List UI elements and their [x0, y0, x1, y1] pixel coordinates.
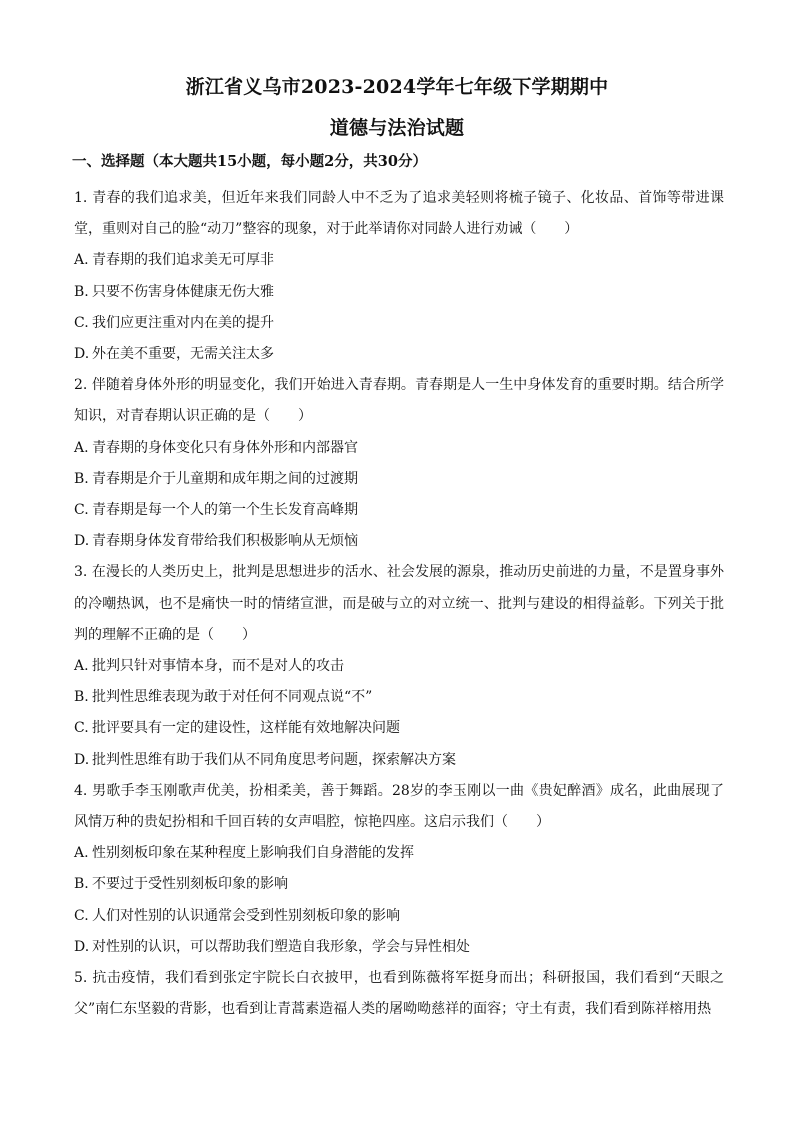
- option-c: [74, 308, 724, 339]
- option-letter: C.: [74, 502, 89, 519]
- option-text: 批判性思维表现为敢于对任何不同观点说“不”: [92, 689, 373, 706]
- question-stem: 4. 男歌手李玉刚歌声优美，扮相柔美，善于舞蹈。28岁的李玉刚以一曲《贵妃醉酒》成名，此曲展现了风情万种的贵妃扮相和千回百转的女声唱腔，惊艳四座。这启示我们（ ）: [74, 782, 724, 831]
- option-letter: C.: [74, 314, 89, 331]
- option-a: [74, 651, 724, 682]
- option-letter: B.: [74, 470, 89, 487]
- option-a: [74, 433, 724, 464]
- option-text: 青春期是介于儿童期和成年期之间的过渡期: [92, 470, 358, 487]
- option-letter: B.: [74, 876, 89, 893]
- option-text: 不要过于受性别刻板印象的影响: [92, 876, 288, 893]
- question-1: [74, 183, 724, 370]
- exam-title: 浙江省义乌市2023-2024学年七年级下学期期中: [185, 76, 609, 98]
- option-b: [74, 682, 724, 713]
- option-letter: C.: [74, 720, 89, 737]
- option-text: 性别刻板印象在某种程度上影响我们自身潜能的发挥: [92, 845, 414, 862]
- option-letter: C.: [74, 907, 89, 924]
- question-2: [74, 370, 724, 557]
- exam-subject-title: 道德与法治试题: [329, 117, 465, 139]
- option-text: 人们对性别的认识通常会受到性别刻板印象的影响: [92, 907, 400, 924]
- section-heading: 一、选择题（本大题共15小题，每小题2分，共30分）: [72, 153, 427, 170]
- option-d: [74, 339, 724, 370]
- option-letter: D.: [74, 533, 90, 550]
- option-letter: B.: [74, 283, 89, 300]
- question-stem: 5. 抗击疫情，我们看到张定宇院长白衣披甲，也看到陈薇将军挺身而出；科研报国，我们看到“天眼之父”南仁东坚毅的背影，也看到让青蒿素造福人类的屠呦呦慈祥的面容；守土有责，我们看到陈祥榕用热: [74, 970, 724, 1018]
- question-stem: 3. 在漫长的人类历史上，批判是思想进步的活水、社会发展的源泉，推动历史前进的力量，不是置身事外的冷嘲热讽，也不是痛快一时的情绪宣泄，而是破与立的对立统一、批判与建设的相得益彰。下列关于批判的理解不正确的是（ ）: [74, 564, 724, 643]
- option-a: [74, 838, 724, 869]
- option-c: [74, 495, 724, 526]
- option-d: [74, 526, 724, 557]
- option-b: [74, 277, 724, 308]
- option-letter: D.: [74, 346, 90, 363]
- question-5: [74, 963, 724, 1025]
- option-text: 青春期的我们追求美无可厚非: [92, 252, 274, 269]
- option-text: 批判只针对事情本身，而不是对人的攻击: [92, 658, 344, 675]
- option-letter: B.: [74, 689, 89, 706]
- option-c: [74, 901, 724, 932]
- option-letter: A.: [74, 658, 89, 675]
- option-b: [74, 464, 724, 495]
- question-list: [74, 183, 724, 1025]
- option-letter: A.: [74, 252, 89, 269]
- option-b: [74, 869, 724, 900]
- option-text: 只要不伤害身体健康无伤大雅: [92, 283, 274, 300]
- option-text: 外在美不重要，无需关注太多: [92, 346, 274, 363]
- option-d: [74, 745, 724, 776]
- question-4: [74, 776, 724, 963]
- option-text: 青春期身体发育带给我们积极影响从无烦恼: [92, 533, 358, 550]
- option-text: 批判性思维有助于我们从不同角度思考问题，探索解决方案: [92, 751, 456, 768]
- option-c: [74, 713, 724, 744]
- option-text: 对性别的认识，可以帮助我们塑造自我形象，学会与异性相处: [92, 938, 470, 955]
- option-letter: A.: [74, 439, 89, 456]
- option-letter: D.: [74, 751, 90, 768]
- option-letter: D.: [74, 938, 90, 955]
- option-text: 青春期的身体变化只有身体外形和内部器官: [92, 439, 358, 456]
- question-stem: 1. 青春的我们追求美，但近年来我们同龄人中不乏为了追求美轻则将梳子镜子、化妆品、首饰等带进课堂，重则对自己的脸“动刀”整容的现象，对于此举请你对同龄人进行劝诫（ ）: [74, 190, 724, 238]
- option-d: [74, 932, 724, 963]
- option-a: [74, 245, 724, 276]
- option-text: 我们应更注重对内在美的提升: [92, 314, 274, 331]
- option-text: 青春期是每一个人的第一个生长发育高峰期: [92, 502, 358, 519]
- option-text: 批评要具有一定的建设性，这样能有效地解决问题: [92, 720, 400, 737]
- question-3: [74, 557, 724, 775]
- option-letter: A.: [74, 845, 89, 862]
- question-stem: 2. 伴随着身体外形的明显变化，我们开始进入青春期。青春期是人一生中身体发育的重要时期。结合所学知识，对青春期认识正确的是（ ）: [74, 377, 724, 425]
